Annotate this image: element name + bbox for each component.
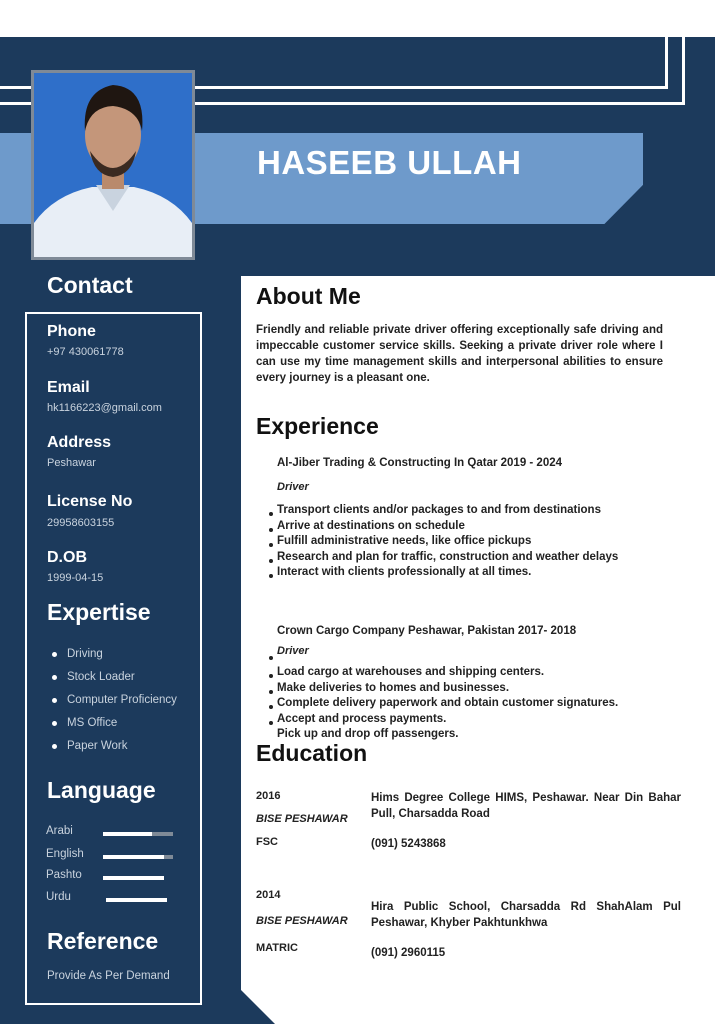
language-level-fill — [103, 832, 152, 836]
list-item: Stock Loader — [52, 668, 177, 691]
language-level-bar — [106, 898, 176, 902]
person-portrait-icon — [34, 73, 192, 257]
list-item: Driving — [52, 645, 177, 668]
bullet-dot — [269, 656, 273, 660]
reference-text: Provide As Per Demand — [47, 970, 170, 982]
job-role: Driver — [277, 645, 309, 657]
education-level: MATRIC — [256, 942, 298, 954]
experience-heading: Experience — [256, 413, 379, 439]
job-duties — [268, 665, 618, 743]
language-name: Arabi — [46, 825, 73, 837]
list-item: Accept and process payments. — [268, 712, 618, 728]
expertise-heading: Expertise — [47, 599, 151, 625]
list-item: Make deliveries to homes and businesses. — [268, 681, 618, 697]
phone-label: Phone — [47, 323, 96, 340]
corner-decoration — [241, 990, 275, 1024]
reference-heading: Reference — [47, 928, 159, 954]
decorative-line — [682, 37, 685, 105]
address-value: Peshawar — [47, 457, 96, 469]
license-label: License No — [47, 493, 133, 510]
list-item: Pick up and drop off passengers. — [277, 728, 459, 741]
list-item: Computer Proficiency — [52, 691, 177, 714]
education-heading: Education — [256, 740, 368, 766]
language-name: Urdu — [46, 891, 71, 903]
education-phone: (091) 5243868 — [371, 838, 446, 850]
language-heading: Language — [47, 777, 156, 803]
list-item: MS Office — [52, 714, 177, 737]
education-institution: Hims Degree College HIMS, Peshawar. Near Din Bahar Pull, Charsadda Road — [371, 792, 681, 820]
language-name: Pashto — [46, 869, 82, 881]
about-text: Friendly and reliable private driver offering exceptionally safe driving and impeccable customer service skills. Seeking a private driver role where I can use my time management skills and interpersonal abilities to ensure every journey is a pleasant one. — [256, 324, 663, 384]
address-label: Address — [47, 434, 112, 451]
list-item: Paper Work — [52, 737, 177, 760]
dob-label: D.OB — [47, 549, 87, 566]
decorative-line — [195, 102, 685, 105]
list-item: Complete delivery paperwork and obtain customer signatures. — [268, 696, 618, 712]
email-value: hk1166223@gmail.com — [47, 402, 162, 414]
language-level-fill — [103, 876, 164, 880]
education-year: 2016 — [256, 790, 281, 802]
language-row — [46, 891, 176, 911]
list-item: Research and plan for traffic, construction and weather delays — [268, 550, 618, 566]
education-board: BISE PESHAWAR — [256, 813, 348, 825]
profile-photo — [31, 70, 195, 260]
language-row — [46, 848, 176, 868]
job-company: Crown Cargo Company Peshawar, Pakistan 2017- 2018 — [277, 625, 577, 637]
expertise-list — [52, 645, 177, 760]
job-role: Driver — [277, 481, 309, 493]
phone-value: +97 430061778 — [47, 346, 124, 358]
decorative-line — [0, 102, 31, 105]
decorative-line — [665, 37, 668, 89]
list-item: Interact with clients professionally at all times. — [268, 565, 618, 581]
candidate-name: HASEEB ULLAH — [257, 144, 522, 181]
email-label: Email — [47, 379, 90, 396]
language-name: English — [46, 848, 84, 860]
language-row — [46, 869, 176, 889]
about-heading: About Me — [256, 283, 361, 309]
language-level-fill — [106, 898, 167, 902]
education-year: 2014 — [256, 889, 281, 901]
education-phone: (091) 2960115 — [371, 947, 446, 959]
list-item: Fulfill administrative needs, like office pickups — [268, 534, 618, 550]
decorative-line — [0, 86, 31, 89]
language-level-bar — [103, 876, 173, 880]
education-level: FSC — [256, 836, 278, 848]
list-item: Arrive at destinations on schedule — [268, 519, 618, 535]
license-value: 29958603155 — [47, 517, 115, 529]
language-level-fill — [103, 855, 164, 859]
dob-value: 1999-04-15 — [47, 572, 104, 584]
education-board: BISE PESHAWAR — [256, 915, 348, 927]
contact-heading: Contact — [47, 272, 133, 298]
job-company: Al-Jiber Trading & Constructing In Qatar 2019 - 2024 — [277, 457, 563, 469]
language-level-bar — [103, 832, 173, 836]
education-institution: Hira Public School, Charsadda Rd ShahAlam Pul Peshawar, Khyber Pakhtunkhwa — [371, 901, 681, 929]
list-item: Load cargo at warehouses and shipping centers. — [268, 665, 618, 681]
list-item: Transport clients and/or packages to and from destinations — [268, 503, 618, 519]
decorative-line — [195, 86, 668, 89]
job-duties — [268, 503, 618, 581]
language-level-bar — [103, 855, 173, 859]
language-row — [46, 825, 176, 845]
